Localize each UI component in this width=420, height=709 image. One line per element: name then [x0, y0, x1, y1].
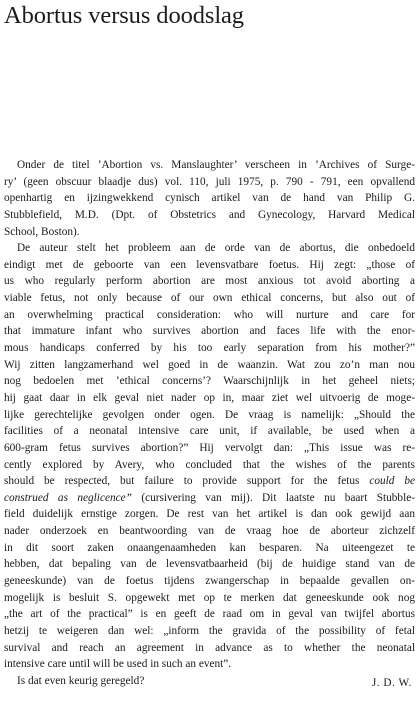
- text-line: Is dat even keurig geregeld?: [17, 674, 145, 687]
- text-line: in dit soort zaken onaangenaamheden kan besparen. Na uiteengezet te: [4, 541, 415, 554]
- article-title: Abortus versus doodslag: [4, 2, 244, 29]
- text-line-with-italic: [4, 473, 415, 490]
- text-line: Onder de titel ’Abortion vs. Manslaughter’ verscheen in ’Archives of Surge-: [17, 159, 415, 171]
- italic-fragment: construed as neglicence”: [4, 491, 132, 504]
- text-line: „the art of the practical” is en geeft de raad om in geval van twijfel abortus: [4, 608, 415, 621]
- text-line: hebben, dat bepaling van de levensvatbaarheid (bij de huidige stand van de: [4, 558, 415, 571]
- text-line: field duidelijk ernstige zorgen. De rest van het artikel is dan ook gewijd aan: [4, 508, 415, 521]
- text-line: viable fetus, not only because of our own ethical concerns, but also out of: [4, 292, 415, 305]
- text-line: De auteur stelt het probleem aan de orde van de abortus, die onbedoeld: [17, 242, 415, 255]
- text-line: nader onderzoek en beantwoording van de vraag hoe de aborteur zichzelf: [4, 525, 415, 538]
- text-line: 600-gram fetus survives abortion?” Hij vervolgt dan: „This issue was re-: [4, 441, 415, 454]
- paragraph-closing: [4, 673, 415, 690]
- text-line: intensive care until will be used in such an event”.: [4, 658, 232, 671]
- italic-fragment: could be: [369, 475, 415, 488]
- text-line: facilities of a neonatal intensive care unit, if available, be used when a: [4, 425, 415, 438]
- text-line-italic-start: [4, 490, 415, 507]
- author-initials: J. D. W.: [371, 677, 412, 689]
- text-line: cently explored by Avery, who concluded that the wishes of the parents: [4, 458, 415, 471]
- text-line: geneeskunde) van de foetus tijdens zwangerschap in bepaalde gevallen on-: [4, 575, 415, 588]
- text-line: hetzij te weigeren dan wel: „inform the gravida of the possibility of fetal: [4, 624, 415, 637]
- article-body: [4, 157, 415, 690]
- text-line: mous handicaps conferred by his too early separation from his mother?”: [4, 342, 415, 355]
- text-line: Stubblefield, M.D. (Dpt. of Obstetrics and Gynecology, Harvard Medical: [4, 208, 415, 221]
- text-line: that immature infant who survives abortion and faces life with the enor-: [4, 325, 415, 338]
- text-line: Wij zitten langzamerhand wel goed in de waanzin. Wat zou zo’n man nou: [4, 358, 415, 371]
- text-fragment: should be respected, but failure to provide support for the fetus: [4, 475, 370, 488]
- text-line: an overwhelming practical consideration: who will nurture and care for: [4, 308, 415, 321]
- text-line: hij gaat daar in elk geval niet nader op in, maar ziet wel uitvoerig de moge-: [4, 391, 415, 404]
- paragraph-intro: [4, 157, 415, 240]
- text-line: lijke gerechtelijke gevolgen onder ogen. De vraag is namelijk: „Should the: [4, 408, 415, 421]
- text-line: us who regularly perform abortion are most anxious tot avoid aborting a: [4, 275, 415, 288]
- text-fragment: (cursivering van mij). Dit laatste nu baart Stubble-: [131, 491, 415, 504]
- text-line: nog bedoelen met ’ethical concerns’? Waarschijnlijk in het geheel niets;: [4, 375, 415, 388]
- text-line: openhartig en ijzingwekkend cynisch artikel van de hand van Philip G.: [4, 192, 415, 205]
- text-line: mogelijk is besluit S. opgewekt met op te merken dat geneeskunde ook nog: [4, 591, 415, 604]
- text-line: School, Boston).: [4, 225, 80, 238]
- text-line: survival and reach an agreement in advance as to whether the neonatal: [4, 641, 415, 654]
- paragraph-main: [4, 240, 415, 673]
- text-line: ry’ (geen obscuur blaadje dus) vol. 110, juli 1975, p. 790 - 791, een opvallend: [4, 175, 415, 188]
- text-line: eindigt met de geboorte van een levensvatbare foetus. Hij zegt: „those of: [4, 258, 415, 271]
